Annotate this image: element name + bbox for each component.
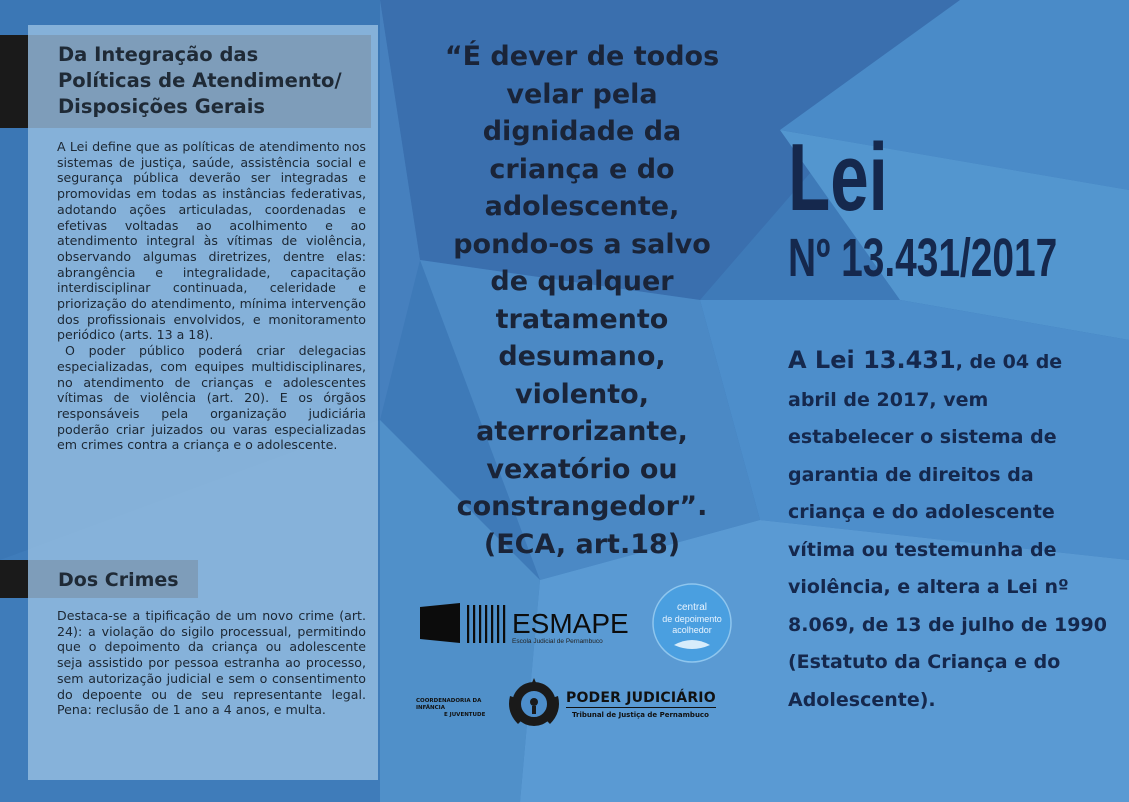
quote-line: desumano,: [498, 341, 666, 372]
quote-line: criança e do: [489, 153, 675, 185]
poder-judiciario-logo: [566, 690, 716, 719]
esmape-block-icon: [420, 603, 460, 643]
desc-line: abril de 2017, vem: [788, 388, 989, 411]
coord-line-2: E JUVENTUDE: [444, 712, 486, 718]
law-description: [788, 342, 1118, 719]
quote-line: aterrorizante,: [476, 416, 688, 447]
heading1-bar: [0, 35, 28, 128]
paragraph-1: A Lei define que as políticas de atendimento nos sistemas de justiça, saúde, assistência social e segurança pública deverão ser integradas e promovidas em todas as instâncias federativas, adotando ações articuladas, coordenadas e efetivas voltadas ao acolhimento e ao atendimento integral às vítimas de violência, observando algumas diretrizes, dentre elas: abrangência e integralidade, capacitação interdisciplinar continuada, celeridade e priorização do atendimento, mínima intervenção dos profissionais envolvidos, e monitoramento periódico (arts. 13 a 18).: [57, 139, 366, 343]
esmape-sub: Escola Judicial de Pernambuco: [512, 638, 603, 645]
quote-line: adolescente,: [484, 191, 680, 222]
coat-of-arms-icon: [504, 676, 564, 732]
desc-line: estabelecer o sistema de: [788, 426, 1057, 448]
desc-line: criança e do adolescente: [788, 501, 1055, 523]
quote-line: (ECA, art.18): [483, 528, 681, 560]
title-lei: Lei: [788, 124, 888, 231]
esmape-name: ESMAPE: [512, 608, 629, 639]
desc-line: garantia de direitos da: [788, 463, 1034, 486]
heading-dos-crimes: Dos Crimes: [58, 569, 179, 591]
heading2-bar: [0, 560, 28, 598]
pj-sub: Tribunal de Justiça de Pernambuco: [572, 711, 709, 719]
quote-line: vexatório ou: [486, 453, 678, 485]
heading1-line-3: Disposições Gerais: [58, 95, 265, 118]
heading-integracao: [58, 42, 358, 120]
quote-line: tratamento: [495, 303, 669, 335]
esmape-logo: [420, 603, 634, 645]
heading1-line-2: Políticas de Atendimento/: [58, 69, 342, 92]
desc-line: violência, e altera a Lei nº: [788, 576, 1069, 598]
quote-line: violento,: [515, 378, 649, 410]
pj-title: PODER JUDICIÁRIO: [566, 690, 716, 706]
desc-line: vítima ou testemunha de: [788, 538, 1057, 561]
desc-line-1: [788, 342, 1118, 382]
central-line-2: de depoimento: [662, 614, 722, 624]
central-line-1: central: [676, 602, 708, 613]
central-depoimento-logo: [652, 583, 732, 663]
title-law-number: Nº 13.431/2017: [788, 228, 1058, 288]
desc-lead: A Lei 13.431: [788, 346, 956, 374]
coord-line-1: COORDENADORIA DA INFÂNCIA: [416, 698, 482, 711]
central-line-3: acolhedor: [672, 625, 712, 635]
paragraph-2: O poder público poderá criar delegacias especializadas, com equipes multidisciplinares, no atendimento de crianças e adolescentes vítimas de violência (art. 20). E os órgãos responsáveis pela organização judiciária poderão criar juizados ou varas especializadas em crimes contra a criança e o adolescente.: [57, 343, 366, 453]
esmape-stripes-icon: [467, 605, 505, 643]
quote-line: dignidade da: [482, 116, 682, 147]
quote-line: constrangedor”.: [456, 491, 708, 522]
quote-line: pondo-os a salvo: [453, 228, 711, 260]
paragraph-3: Destaca-se a tipificação de um novo crime (art. 24): a violação do sigilo processual, permitindo que o depoimento da criança ou adolescente seja assistido por pessoa estranha ao processo, sem autorização judicial e sem o consentimento do depoente ou de seu representante legal. Pena: reclusão de 1 ano a 4 anos, e multa.: [57, 608, 366, 718]
heading1-line-1: Da Integração das: [58, 43, 259, 66]
quote-line: “É dever de todos: [444, 41, 720, 72]
desc-line: (Estatuto da Criança e do: [788, 651, 1061, 673]
desc-line: , de 04 de: [955, 351, 1063, 373]
desc-line: 8.069, de 13 de julho de 1990: [788, 613, 1107, 636]
integracao-text: [57, 139, 366, 453]
desc-line: Adolescente).: [788, 688, 936, 711]
quote-line: velar pela: [506, 78, 658, 110]
eca-quote: [432, 38, 732, 563]
crimes-text: [57, 608, 366, 718]
quote-line: de qualquer: [490, 266, 674, 297]
coordenadoria-label: [416, 698, 506, 719]
